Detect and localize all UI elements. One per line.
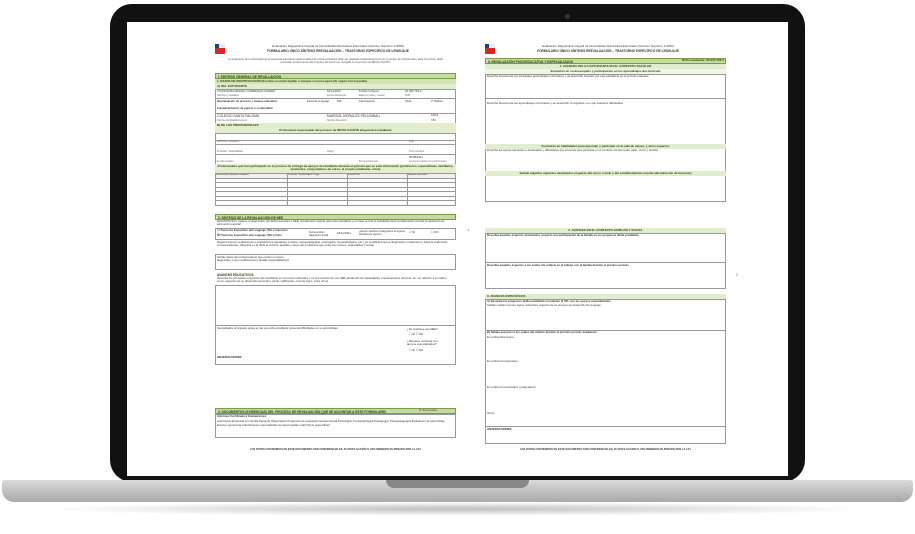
observations-label: OBSERVACIONES: bbox=[217, 355, 243, 359]
other-label: Otros: bbox=[487, 411, 495, 415]
continue-si: SÍ bbox=[412, 348, 415, 352]
reeval-option-2[interactable]: Fundamentación de egreso o continuidad bbox=[217, 106, 273, 110]
page-number-2: 2 bbox=[736, 272, 739, 277]
advances-school-title: 1. AVANCES DEL/LA ESTUDIANTE EN EL CONTEXTO ESCOLAR bbox=[485, 64, 726, 69]
page-footer: LOS DATOS CONTENIDOS EN ESTE DOCUMENTO SON CONFIDENCIALES, SU DIVULGACIÓN O USO INDEBIDO ES PENADO POR LA LEY bbox=[519, 448, 692, 451]
label-prof-rut: RUN bbox=[409, 140, 415, 143]
rbd-value[interactable]: 100-8 bbox=[431, 113, 439, 117]
pie-label[interactable]: PIE bbox=[337, 99, 342, 103]
doc-count-label: N° documentos bbox=[419, 409, 437, 412]
header-line2: FORMULARIO ÚNICO SÍNTESIS REEVALUACIÓN – TRASTORNO ESPECÍFICO DE LENGUAJE bbox=[267, 48, 409, 53]
continue-support-options[interactable]: ☐ SÍ ☐ NO bbox=[409, 348, 424, 352]
page-header bbox=[503, 45, 713, 53]
professionals-table bbox=[215, 173, 456, 206]
level-communicative: En el Nivel Comunicativo ( pragmático): bbox=[487, 385, 537, 389]
participation-label: Participación bbox=[359, 99, 376, 103]
lang-school-label: Escuela Lenguaje bbox=[307, 99, 330, 103]
level-expressive: En el Nivel Expresivo: bbox=[487, 335, 515, 339]
keep-nee-si: SÍ bbox=[412, 332, 415, 336]
skills-sub: Evolución en habilidades para aprender y participar en la sala de clases, y otros espacios bbox=[485, 144, 726, 149]
continue-no: NO bbox=[419, 348, 424, 352]
change-question: ¿Existen cambios al diagnóstico de ingreso actualmente vigente? bbox=[359, 230, 405, 236]
family-label-2: Describa aquellos aspectos a los cuales dar énfasis en el trabajo con la familia durante el próximo período bbox=[487, 263, 629, 267]
change-si[interactable]: ☐ SÍ bbox=[409, 230, 415, 234]
table-header: Profesionales (Nombre completo) bbox=[216, 174, 288, 179]
label-rut: RUN bbox=[405, 94, 411, 97]
tel-expressive-label: Trastorno Específico del Lenguaje (TEL) expresivo bbox=[220, 228, 288, 232]
advances-title: AVANCES EDUCATIVOS bbox=[217, 273, 254, 277]
label-phone: Fono contacto bbox=[409, 150, 425, 153]
ministry-logo-icon bbox=[485, 44, 495, 54]
section-1b-title: B) DE LOS PROFESIONALES bbox=[215, 123, 456, 128]
specific-box[interactable] bbox=[485, 299, 726, 444]
label-date: Fecha de registro de la información bbox=[409, 160, 447, 163]
student-age[interactable]: 5 Años 5 Meses bbox=[359, 89, 379, 93]
label-prof-name: Nombres y Apellidos bbox=[217, 140, 239, 143]
page-header bbox=[233, 45, 443, 53]
year-value[interactable]: 2024 bbox=[405, 99, 412, 103]
section-1b-sub: Profesional responsable del proceso de REVALUACIÓN integral del estudiante bbox=[215, 128, 456, 133]
page-footer: LOS DATOS CONTENIDOS EN ESTE DOCUMENTO SON CONFIDENCIALES, SU DIVULGACIÓN O USO INDEBIDO ES PENADO POR LA LEY bbox=[249, 448, 422, 451]
section-1a-sub: A) DEL ESTUDIANTE bbox=[215, 84, 456, 89]
observations-label-2: OBSERVACIONES: bbox=[487, 427, 513, 431]
change-si-label: SÍ bbox=[412, 230, 415, 234]
school-name[interactable]: COLEGIO SANTA PALOMA bbox=[217, 114, 260, 118]
course-aspects-sub: Señale aquellos aspectos destacados respecto del curso o nivel y del establecimiento escolar (disminución de barreras) bbox=[485, 171, 726, 176]
laptop-notch bbox=[386, 480, 529, 488]
continue-support-question: ¿Requiere continuar con apoyos especializados? bbox=[407, 339, 438, 347]
camera-icon bbox=[565, 14, 570, 19]
page-number-1: 1 bbox=[467, 227, 470, 232]
difficulty-label: Necesidades principales áreas en las que el/la estudiante presenta dificultades en su aprendizaje bbox=[217, 326, 338, 330]
keep-nee-question: ¿Se mantiene sus NEE? bbox=[407, 327, 438, 331]
header-line2: FORMULARIO ÚNICO SÍNTESIS REEVALUACIÓN – TRASTORNO ESPECÍFICO DE LENGUAJE bbox=[537, 48, 679, 53]
document-page-2 bbox=[479, 40, 732, 460]
tel-mixed-checkbox[interactable] bbox=[217, 234, 282, 237]
label-specialty: Profesión / Especialidad bbox=[217, 150, 243, 153]
checkbox-checked-icon[interactable]: ☒ bbox=[217, 233, 221, 237]
family-box[interactable] bbox=[485, 233, 726, 289]
keep-nee-options[interactable]: ☐ SÍ ☐ NO bbox=[409, 332, 424, 336]
intro-text: La evaluación de la efectividad de la respuesta educativa implementada para este/a estudiante debe ser realizada colaborativamente por el equipo de profesionales. Este formulario, debe consolidar la información del progreso del alumno/a, recogida en el proceso de REVALUACIÓN. bbox=[228, 58, 443, 65]
label-birth: Fecha nacimiento bbox=[327, 94, 346, 97]
family-advances-title: 2. AVANCES EN EL CONTEXTO FAMILIAR Y SOCIAL bbox=[485, 228, 726, 233]
level-comprehensive: En el Nivel Comprensivo: bbox=[487, 359, 519, 363]
divider bbox=[215, 144, 456, 145]
student-rut-label: RUN estudiante: 26.255.763-0 bbox=[682, 58, 724, 62]
header-line1: Evaluación Diagnóstica Integral de Necesidades Educativas Especiales (Decreto Supremo 170/09) bbox=[272, 44, 404, 48]
grade-value[interactable]: 2° Básico bbox=[431, 99, 443, 103]
director-name[interactable]: MARISOL MORALES PELUSINAU bbox=[327, 114, 380, 118]
new-diagnosis-label: Señale datos del profesional(es) que emite/n el nuevo diagnóstico o sus modificaciones (detalle especialidad/es) bbox=[217, 255, 289, 263]
label-sign: Firma profesional bbox=[359, 160, 378, 163]
label-age: Edad (en años y meses) bbox=[359, 94, 385, 97]
evaluation-text: Registre breves evaluaciones o evaluaciones relevantes (médica, psicopedagógica, psicológica, fonoaudiológica, etc.) y/o modificaciones al diagnóstico o tratamiento. Adjunte evidencias correspondientes. (Registre en la tabla el nombre, apellido y cargo del profesional que emite los mismos, especialidad y fecha) bbox=[217, 240, 448, 248]
specific-advances-title: 3. AVANCES ESPECÍFICOS bbox=[485, 294, 726, 299]
family-label-1: Describa aquellos aspectos destacados respecto a la participación de la familia en los progresos del/la estudiante bbox=[487, 233, 639, 237]
change-no[interactable]: ☐ NO bbox=[431, 230, 439, 234]
student-birth[interactable]: 16/11/2016 bbox=[327, 89, 341, 93]
document-page-1 bbox=[209, 40, 462, 460]
diagnosis-text: DIAGNÓSTICO: Indique el diagnóstico del déficit asociado a NEE, actualmente vigente para este estudiante y en base al cual el estudiante tiene la adecuación escolar la asistencia de educación especial bbox=[217, 219, 445, 227]
divider bbox=[485, 98, 726, 99]
checkbox-icon[interactable]: ☐ bbox=[217, 228, 221, 232]
tel-mixed-label: Trastorno Específico del Lenguaje (TEL) mixto bbox=[220, 233, 282, 237]
register-date[interactable]: 05/08/2021 bbox=[409, 155, 423, 159]
label-name: Nombres y Apellidos bbox=[217, 94, 239, 97]
not-learned-label: Describa brevemente los aprendizajes curriculares y de desarrollo no logrados o en que mantiene dificultades bbox=[487, 101, 624, 105]
label-rbd: RBD bbox=[431, 119, 437, 122]
advances-text: Describa los principales progresos del estudiante en el proceso educativo y en la evolución de sus NEE (desarrollo de capacidades, reevaluaciones técnicas, etc. en relación a su edad y curso, aspectos de su desarrollo personal y social, calificación, nivel de logro, entre otros) bbox=[217, 276, 447, 284]
emphasis-label: B) Señale aspectos a los cuales dar énfasis durante el próximo período académico bbox=[487, 330, 598, 334]
tel-progress-label: A) Describa los progresos del/la estudiante en relación al TEL con los apoyos especializados bbox=[487, 299, 611, 303]
tel-progress-text: Señale cuándo ocurren logros relevantes respecto de su proceso de desarrollo del lenguaje bbox=[487, 303, 601, 307]
keep-nee-no: NO bbox=[419, 332, 424, 336]
table-header: Profesión / Especialidad / Cargo bbox=[288, 174, 348, 179]
student-name[interactable]: CONSTANZA ARACELI CÁRDENAS LUCERO bbox=[217, 89, 276, 93]
school-advances-box[interactable] bbox=[485, 74, 726, 202]
advances-school-sub: Evolución en su desempeño y participación en los aprendizajes del currículo bbox=[485, 69, 726, 74]
reeval-option-1[interactable]: Reevaluación de proceso o avance educativo bbox=[217, 99, 278, 103]
label-school: Nombre del Establecimiento bbox=[217, 119, 247, 122]
screen bbox=[127, 22, 788, 476]
table-row[interactable] bbox=[216, 201, 456, 206]
tel-expressive-checkbox[interactable] bbox=[217, 229, 288, 232]
diagnosis-date-label: Fecha emisión diagnóstico actual bbox=[309, 231, 329, 237]
section-2-main-title: II. REVALUACIÓN PSICOEDUCATIVA Y ESPECIALIZADA bbox=[485, 58, 726, 64]
change-no-label: NO bbox=[434, 230, 439, 234]
skills-label: Describa las logros relevantes o destacados y dificultades que presenta para participar en el contexto escolar (aula, patio, otros) y familiar bbox=[487, 148, 658, 152]
diagnosis-date[interactable]: 18/11/2021 bbox=[337, 231, 351, 235]
table-header: Registro profesional bbox=[408, 174, 456, 179]
divider bbox=[485, 426, 726, 427]
laptop-shadow bbox=[40, 502, 875, 516]
section-2-title: 2. SÍNTESIS DE LA REVALUACIÓN DE NEE bbox=[215, 214, 456, 220]
documents-list[interactable]: Anamnesis Entrevista con familia Pauta de Observación Protocolos de evaluación Escolar Social Psicológico Fonoaudiológica Pedagógico Psicopedagógica Evaluación de aprendizaje Examen general de salud Examen especializado de salud (señale cuál) Otro/s (especificar) bbox=[217, 419, 445, 428]
label-director: Nombre Director/a bbox=[327, 119, 347, 122]
table-header: Fono/E mail bbox=[348, 174, 408, 179]
label-email: E-mail contacto bbox=[217, 160, 234, 163]
learned-label: Describa brevemente los principales aprendizajes curriculares y de desarrollo logrados por este estudiante en el período evaluado bbox=[487, 74, 649, 78]
documents-label: Informes/ Certificados/ Evaluaciones: bbox=[217, 414, 267, 418]
prof-participation-title: Profesionales que han participado en el proceso de entrega de apoyos al estudiante durante el período que se está informando (profesores, especialistas, familiares, asistentes, cooperadores de curso, el propio estudiante, otros) bbox=[215, 164, 456, 173]
ministry-logo-icon bbox=[215, 44, 225, 54]
student-rut[interactable]: 26.255.763-0 bbox=[405, 89, 422, 93]
label-role: Cargo bbox=[327, 150, 334, 153]
section-3-title: 3. DOCUMENTOS (EVIDENCIAS) DEL PROCESO DE REVALUACIÓN QUE SE ADJUNTAN A ESTE FORMULARIO bbox=[215, 408, 456, 414]
section-1-title: I. SÍNTESIS GENERAL DE REVALUACIÓN bbox=[215, 73, 456, 79]
header-line1: Evaluación Diagnóstica Integral de Necesidades Educativas Especiales (Decreto Supremo 170/09) bbox=[542, 44, 674, 48]
section-1a-title: 1. DATOS DE IDENTIFICACIÓN (Escriba con letra legible o marque con una equis (X) según corresponda) bbox=[215, 79, 456, 84]
